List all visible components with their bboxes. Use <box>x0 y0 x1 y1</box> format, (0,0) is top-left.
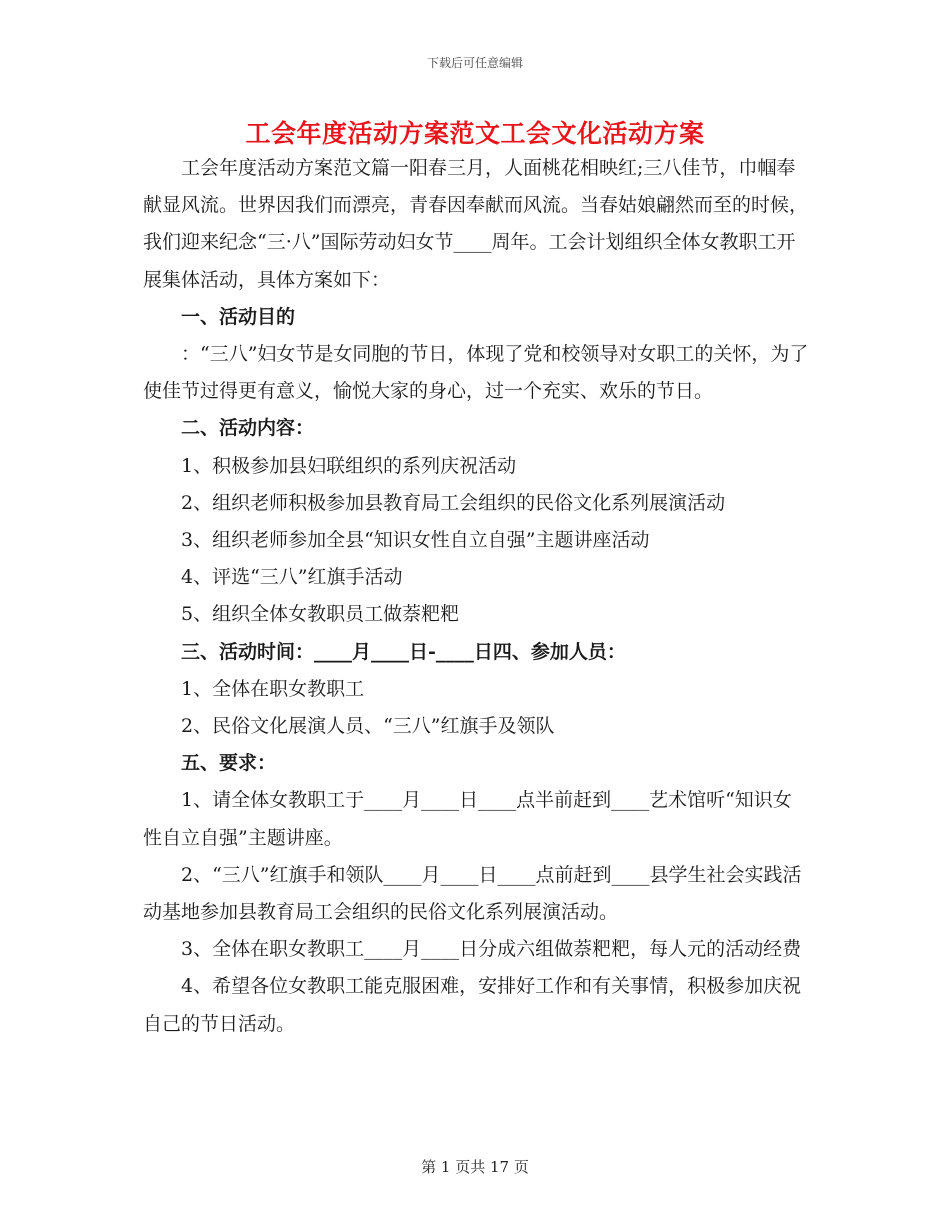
section2-heading: 二、活动内容： <box>181 417 315 440</box>
list-item: 4、评选“三八”红旗手活动 <box>181 566 403 589</box>
list-item: 4、希望各位女教职工能克服困难，安排好工作和有关事情，积极参加庆祝自己的节日活动。 <box>143 975 802 1035</box>
list-item: 5、组织全体女教职员工做萘粑粑 <box>181 603 460 626</box>
section1-text: ：“三八”妇女节是女同胞的节日，体现了党和校领导对女职工的关怀，为了使佳节过得更有意义，愉悦大家的身心，过一个充实、欢乐的节日。 <box>143 343 809 403</box>
section3-heading: 三、活动时间：____月____日-____日四、参加人员： <box>181 640 626 663</box>
list-item: 2、组织老师积极参加县教育局工会组织的民俗文化系列展演活动 <box>181 491 726 514</box>
list-item: 3、组织老师参加全县“知识女性自立自强”主题讲座活动 <box>181 529 650 552</box>
list-item: 2、“三八”红旗手和领队____月____日____点前赶到____县学生社会实践活动基地参加县教育局工会组织的民俗文化系列展演活动。 <box>143 863 802 924</box>
document-body <box>143 150 809 1043</box>
section5-heading: 五、要求： <box>181 752 277 775</box>
list-item: 2、民俗文化展演人员、“三八”红旗手及领队 <box>181 715 555 738</box>
page-header: 下载后可任意编辑 <box>426 56 523 70</box>
list-item: 3、全体在职女教职工____月____日分成六组做萘粑粑，每人元的活动经费 <box>181 938 802 961</box>
list-item: 1、全体在职女教职工 <box>181 677 365 700</box>
section1-heading: 一、活动目的 <box>181 305 296 328</box>
document-title: 工会年度活动方案范文工会文化活动方案 <box>245 119 705 148</box>
list-item: 1、积极参加县妇联组织的系列庆祝活动 <box>181 454 517 477</box>
list-item: 1、请全体女教职工于____月____日____点半前赶到____艺术馆听“知识女性自立自强”主题讲座。 <box>143 789 792 849</box>
page-footer: 第 1 页共 17 页 <box>421 1158 529 1176</box>
intro-paragraph: 工会年度活动方案范文篇一阳春三月，人面桃花相映红;三八佳节，巾帼奉献显风流。世界因我们而漂亮，青春因奉献而风流。当春姑娘翩然而至的时候，我们迎来纪念“三·八”国际劳动妇女节____周年。工会计划组织全体女教职工开展集体活动，具体方案如下： <box>143 157 809 291</box>
